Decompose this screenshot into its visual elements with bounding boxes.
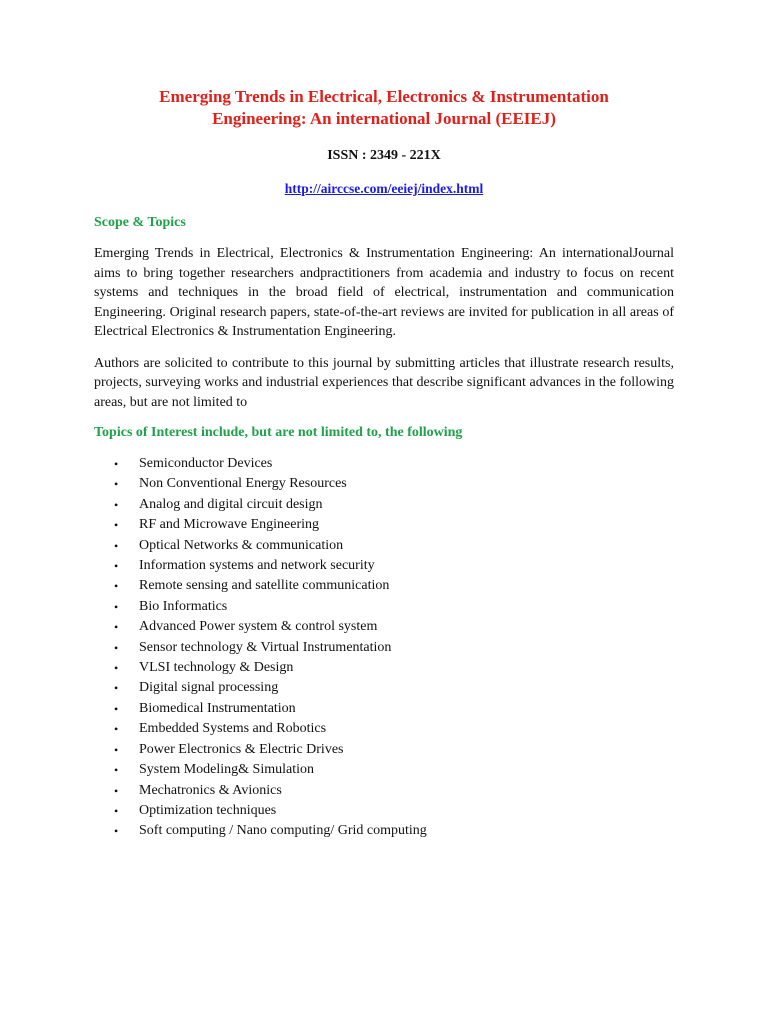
- bullet-icon: •: [114, 477, 119, 492]
- bullet-icon: •: [114, 701, 119, 716]
- topic-label: Semiconductor Devices: [139, 456, 273, 471]
- list-item: [94, 454, 674, 474]
- bullet-icon: •: [114, 824, 119, 839]
- topic-label: Analog and digital circuit design: [139, 496, 323, 512]
- bullet-icon: •: [114, 722, 119, 737]
- list-item: [94, 638, 674, 658]
- journal-title: [94, 86, 674, 130]
- topic-label: System Modeling& Simulation: [139, 762, 315, 778]
- bullet-icon: •: [114, 559, 119, 574]
- topic-label: Bio Informatics: [139, 598, 228, 614]
- bullet-icon: •: [114, 803, 119, 818]
- list-item: [94, 495, 674, 515]
- bullet-icon: •: [114, 457, 119, 471]
- issn-number: ISSN : 2349 - 221X: [327, 148, 441, 163]
- topic-label: Digital signal processing: [139, 680, 279, 696]
- bullet-icon: •: [114, 742, 119, 757]
- topic-label: Advanced Power system & control system: [139, 619, 378, 635]
- topic-label: Embedded Systems and Robotics: [139, 721, 327, 737]
- journal-title-line-2: Engineering: An international Journal (EEIEJ): [212, 109, 556, 128]
- list-item: [94, 515, 674, 535]
- list-item: [94, 556, 674, 576]
- topic-label: Mechatronics & Avionics: [139, 782, 282, 798]
- scope-heading: Scope & Topics: [94, 215, 186, 230]
- bullet-icon: •: [114, 783, 119, 798]
- list-item: [94, 617, 674, 637]
- list-item: [94, 474, 674, 494]
- topic-label: VLSI technology & Design: [139, 660, 294, 676]
- topics-list: [94, 454, 674, 842]
- topic-label: Sensor technology & Virtual Instrumentation: [139, 639, 392, 655]
- topic-label: Soft computing / Nano computing/ Grid computing: [139, 823, 427, 839]
- bullet-icon: •: [114, 763, 119, 778]
- list-item: [94, 821, 674, 841]
- topic-label: Power Electronics & Electric Drives: [139, 741, 344, 757]
- list-item: [94, 699, 674, 719]
- bullet-icon: •: [114, 497, 119, 512]
- bullet-icon: •: [114, 661, 119, 676]
- topic-label: Non Conventional Energy Resources: [139, 476, 347, 492]
- topic-label: Biomedical Instrumentation: [139, 700, 296, 716]
- topic-label: Remote sensing and satellite communication: [139, 578, 390, 594]
- topic-label: Optimization techniques: [139, 802, 277, 818]
- bullet-icon: •: [114, 599, 119, 614]
- list-item: [94, 536, 674, 556]
- bullet-icon: •: [114, 620, 119, 635]
- bullet-icon: •: [114, 640, 119, 655]
- scope-paragraph-1: Emerging Trends in Electrical, Electronics & Instrumentation Engineering: An internationalJournal aims to bring together researchers andpractitioners from academia and industry to focus on recent systems and techniques in the broad field of electrical, instrumentation and communication Engineering. Original research papers, state-of-the-art reviews are invited for publication in all areas of Electrical Electronics & Instrumentation Engineering.: [94, 246, 674, 339]
- bullet-icon: •: [114, 579, 119, 594]
- list-item: [94, 678, 674, 698]
- bullet-icon: •: [114, 681, 119, 696]
- bullet-icon: •: [114, 538, 119, 553]
- list-item: [94, 658, 674, 678]
- list-item: [94, 801, 674, 821]
- topic-label: RF and Microwave Engineering: [139, 517, 320, 533]
- scope-paragraph-2: Authors are solicited to contribute to this journal by submitting articles that illustrate research results, projects, surveying works and industrial experiences that describe significant advances in the following areas, but are not limited to: [94, 355, 674, 410]
- list-item: [94, 719, 674, 739]
- journal-title-line-1: Emerging Trends in Electrical, Electronics & Instrumentation: [159, 87, 609, 106]
- bullet-icon: •: [114, 518, 119, 533]
- list-item: [94, 740, 674, 760]
- topic-label: Optical Networks & communication: [139, 537, 344, 553]
- list-item: [94, 781, 674, 801]
- topic-label: Information systems and network security: [139, 558, 375, 574]
- list-item: [94, 760, 674, 780]
- list-item: [94, 576, 674, 596]
- journal-url-link[interactable]: http://airccse.com/eeiej/index.html: [284, 181, 484, 196]
- topics-heading: Topics of Interest include, but are not limited to, the following: [94, 425, 463, 440]
- list-item: [94, 597, 674, 617]
